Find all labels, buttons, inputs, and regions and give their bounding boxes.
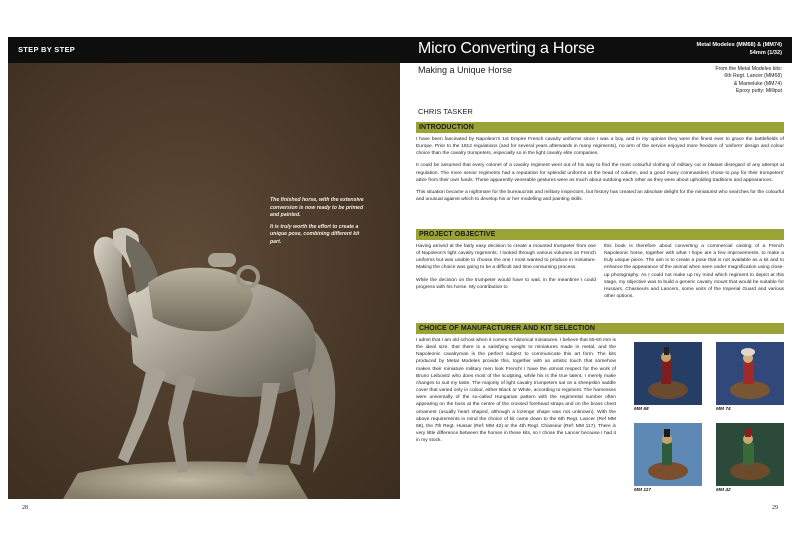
section-heading-text: CHOICE OF MANUFACTURER AND KIT SELECTION	[419, 324, 596, 332]
caption-line: It is truly worth the effort to create a unique pose, combining different kit part.	[270, 223, 360, 245]
kit-photo-mm117	[634, 423, 702, 486]
thumbnail-label: MM 117	[634, 488, 651, 493]
left-header-bar	[8, 37, 400, 63]
paragraph: It could be assumed that every colonel of a cavalry regiment went out of his way to find the most colourful clothing of military cut in blatant disregard of any attempt at regulation. The more senior regiments had a reputation for splendid uniforms at the head of column, and a good many commanders chose to pay for their trumpeters' attire from their own funds. These apparently venerable gestures were as much about outdoing each other as they were about upholding traditions and appearances.	[416, 163, 784, 183]
mounted-figure-thumbnail	[716, 342, 784, 405]
photo-caption	[270, 197, 366, 250]
article-subtitle: Making a Unique Horse	[418, 65, 513, 75]
kit-info-line: & Mameluke (MM74)	[733, 80, 782, 87]
page-number: 28	[22, 505, 28, 511]
article-title: Micro Converting a Horse	[418, 40, 595, 57]
right-header-bar	[400, 37, 792, 63]
right-page	[400, 37, 792, 519]
paragraph: While the decision on the trumpeter would have to wait, in the meantime I could progress with his horse. My contribution to	[416, 277, 596, 290]
introduction-text	[416, 136, 784, 208]
horse-figure-illustration	[8, 63, 400, 499]
section-label: STEP BY STEP	[18, 45, 76, 54]
left-page	[8, 37, 400, 519]
meta-line: Metal Modeles (MM68) & (MM74)	[696, 42, 782, 48]
section-heading-project-objective	[416, 229, 784, 240]
project-objective-col1	[416, 243, 596, 296]
section-heading-introduction	[416, 122, 784, 133]
thumbnail-label: MM 74	[716, 407, 731, 412]
kit-photo-mm74	[716, 342, 784, 405]
paragraph: I admit that I am old school when it comes to historical miniatures. I believe that 50-60 mm is the ideal size, that there is a satisfying weight to miniatures made in metal, and the Napoleonic cavalryman is the perfect subject to communicate this art form. The kits produced by Metal Modeles provide this, together with an artistic touch that somehow makes their miniature military men look French! I have the utmost respect for the work of Bruno Leibovitz who does most of the sculpting, while his is the true talent, I merely make changes to suit my taste. The majority of light cavalry trumpeters sat on a sheepskin saddle cover that varied only in colour, either Black or White, according to regiment. The harnesses were universally of the so-called Hungarian pattern with the regimental number often appearing on the boss at the centre of the crossed forehead straps and on the brass chest ornament (usually heart shaped, although a lozenge shape was not unknown). With the above requirements in mind the choice of kit came down to the 6th Regt. Lancer (Ref MM 68), the 7th Regt. Hussar (Ref: MM 42) or the 4th Regt. Chasseur (Ref: MM 117). There is very little difference between the horses in these kits, so I chose the Lancer because I had it in my stock.	[416, 338, 616, 444]
paragraph: This situation became a nightmare for the bureaucrats and military inspectors, but history has created an absolute delight for the miniaturist who searches for the colourful and unusual against which to develop his or her modelling and painting skills.	[416, 189, 784, 203]
section-heading-text: PROJECT OBJECTIVE	[419, 230, 496, 238]
section-heading-choice	[416, 323, 784, 334]
section-heading-text: INTRODUCTION	[419, 123, 474, 131]
mounted-figure-thumbnail	[716, 423, 784, 486]
mounted-figure-thumbnail	[634, 423, 702, 486]
magazine-spread	[8, 37, 792, 519]
kit-info-line: Epoxy putty: Milliput	[735, 87, 782, 94]
kit-photo-mm68	[634, 342, 702, 405]
horse-photo	[8, 63, 400, 499]
paragraph: this book is therefore about converting a commercial casting of a French Napoleonic horse, together with what I hope are a few improvements, to make a truly unique piece. The aim is to create a pose that is not available as a kit and to enhance the appearance of the animal when seen under magnification using close-up photography. As I could not make up my mind which regiment to depict at this stage, my objective was to build a generic cavalry mount that would be suitable for Hussars, Chasseurs and Lancers, some units of the Imperial Guard and various other options.	[604, 244, 784, 300]
page-number: 29	[772, 505, 778, 511]
kit-info-line: 6th Regt. Lancer (MM68)	[724, 73, 782, 80]
kit-photo-mm42	[716, 423, 784, 486]
author-name: CHRIS TASKER	[418, 107, 473, 116]
choice-text	[416, 337, 616, 449]
kit-info	[715, 66, 782, 95]
paragraph: I have been fascinated by Napoleon's 1st Empire French cavalry uniforms since I was a boy, and in my opinion they were the finest ever to grace the battlefields of Europe. Prior to the 1812 regulations (and for several years afterwards in many regiments), no arm of the service enjoyed more freedom of 'uniform' design and colour choice than the cavalry trumpeters, especially so in the light cavalry elite companies.	[416, 137, 784, 157]
mounted-figure-thumbnail	[634, 342, 702, 405]
kit-scale-info	[697, 41, 782, 57]
paragraph: Having arrived at the fairly easy decision to create a mounted trumpeter from one of Napoleon's light cavalry regiments, I looked through various volumes on French uniforms but was unable to choose the one I most wanted to produce in miniature. Making the choice was going to be a difficult and time consuming process.	[416, 244, 596, 271]
thumbnail-label: MM 42	[716, 488, 731, 493]
project-objective-col2	[604, 243, 784, 305]
kit-info-line: From the Metal Modeles kits:	[715, 66, 782, 72]
meta-line: 54mm (1/32)	[749, 50, 782, 57]
thumbnail-label: MM 68	[634, 407, 649, 412]
caption-line: The finished horse, with the extensive conversion is now ready to be primed and painted.	[270, 197, 364, 219]
